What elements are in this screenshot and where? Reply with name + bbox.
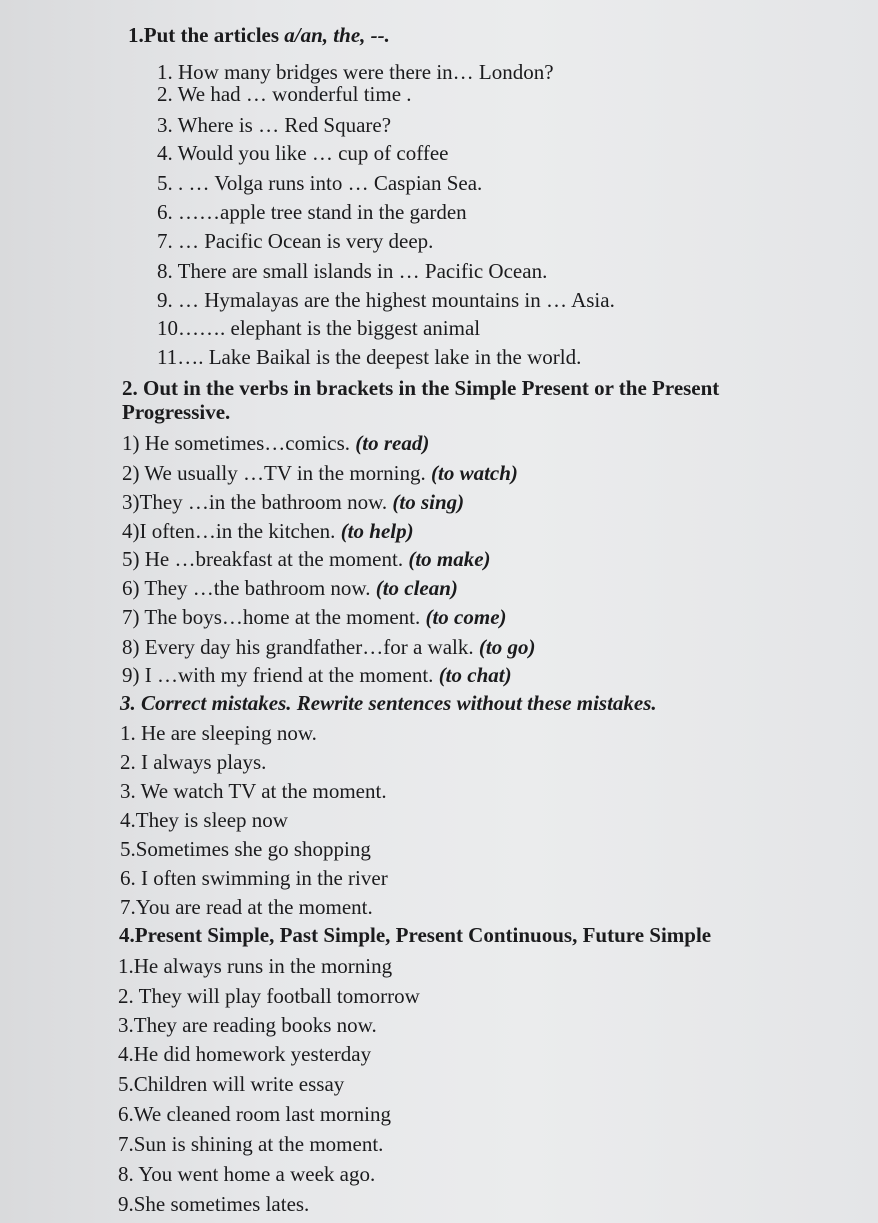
section2-item-hint: (to help) [340, 519, 414, 543]
section2-item-text: 1) He sometimes…comics. [122, 431, 356, 455]
section2-item [122, 518, 414, 544]
section4-item: 3.They are reading books now. [118, 1013, 377, 1037]
section3-item: 6. I often swimming in the river [120, 866, 388, 890]
section1-item: 11…. Lake Baikal is the deepest lake in the world. [157, 345, 582, 369]
section1-item: 6. ……apple tree stand in the garden [157, 200, 467, 224]
section4-item: 6.We cleaned room last morning [118, 1102, 391, 1126]
section2-item [122, 489, 464, 515]
section2-item-text: 2) We usually …TV in the morning. [122, 461, 432, 485]
section1-item: 7. … Pacific Ocean is very deep. [157, 229, 434, 253]
section1-item: 3. Where is … Red Square? [157, 113, 392, 137]
section2-item-hint: (to clean) [375, 576, 458, 600]
section2-item-hint: (to sing) [392, 490, 465, 514]
section1-item: 8. There are small islands in … Pacific Ocean. [157, 259, 548, 283]
section1-heading-prefix: 1.Put the articles [128, 23, 285, 47]
section2-item [122, 430, 429, 456]
section2-item-text: 8) Every day his grandfather…for a walk. [122, 635, 479, 659]
section3-heading: 3. Correct mistakes. Rewrite sentences without these mistakes. [120, 691, 657, 715]
section2-item-hint: (to chat) [438, 663, 512, 687]
section2-item-text: 3)They …in the bathroom now. [122, 490, 393, 514]
section1-item: 5. . … Volga runs into … Caspian Sea. [157, 171, 483, 195]
section3-item: 2. I always plays. [120, 750, 267, 774]
section2-heading-line2: Progressive. [122, 400, 231, 424]
section1-item: 10……. elephant is the biggest animal [157, 316, 481, 340]
section2-item [122, 460, 518, 486]
section1-item: 9. … Hymalayas are the highest mountains in … Asia. [157, 288, 615, 312]
section4-item: 8. You went home a week ago. [118, 1162, 376, 1186]
section2-item [122, 662, 512, 688]
section2-item-text: 7) The boys…home at the moment. [122, 605, 426, 629]
section2-item-hint: (to come) [425, 605, 507, 629]
section4-item: 9.She sometimes lates. [118, 1192, 310, 1216]
section2-item [122, 546, 491, 572]
section2-item [122, 575, 458, 601]
section3-item: 1. He are sleeping now. [120, 721, 317, 745]
section3-item: 7.You are read at the moment. [120, 895, 373, 919]
section1-heading [128, 22, 390, 48]
section4-item: 2. They will play football tomorrow [118, 984, 420, 1008]
section4-heading: 4.Present Simple, Past Simple, Present Continuous, Future Simple [119, 923, 712, 947]
section2-item-text: 5) He …breakfast at the moment. [122, 547, 409, 571]
section2-item-text: 4)I often…in the kitchen. [122, 519, 341, 543]
section3-item: 4.They is sleep now [120, 808, 288, 832]
section4-item: 7.Sun is shining at the moment. [118, 1132, 384, 1156]
section2-heading-line1: 2. Out in the verbs in brackets in the Simple Present or the Present [122, 376, 720, 400]
section1-item: 4. Would you like … cup of coffee [157, 141, 449, 165]
section4-item: 4.He did homework yesterday [118, 1042, 372, 1066]
section1-item: 1. How many bridges were there in… London? [157, 60, 554, 84]
section3-item: 5.Sometimes she go shopping [120, 837, 371, 861]
section4-item: 1.He always runs in the morning [118, 954, 393, 978]
section1-item: 2. We had … wonderful time . [157, 82, 412, 106]
section2-item [122, 634, 535, 660]
section2-item-text: 9) I …with my friend at the moment. [122, 663, 439, 687]
section3-item: 3. We watch TV at the moment. [120, 779, 387, 803]
section2-item-hint: (to watch) [431, 461, 518, 485]
section2-item-text: 6) They …the bathroom now. [122, 576, 376, 600]
section2-item-hint: (to read) [355, 431, 430, 455]
section2-item-hint: (to go) [478, 635, 536, 659]
section2-item [122, 604, 507, 630]
section1-heading-emph: a/an, the, --. [284, 23, 390, 47]
section2-item-hint: (to make) [408, 547, 491, 571]
section4-item: 5.Children will write essay [118, 1072, 345, 1096]
